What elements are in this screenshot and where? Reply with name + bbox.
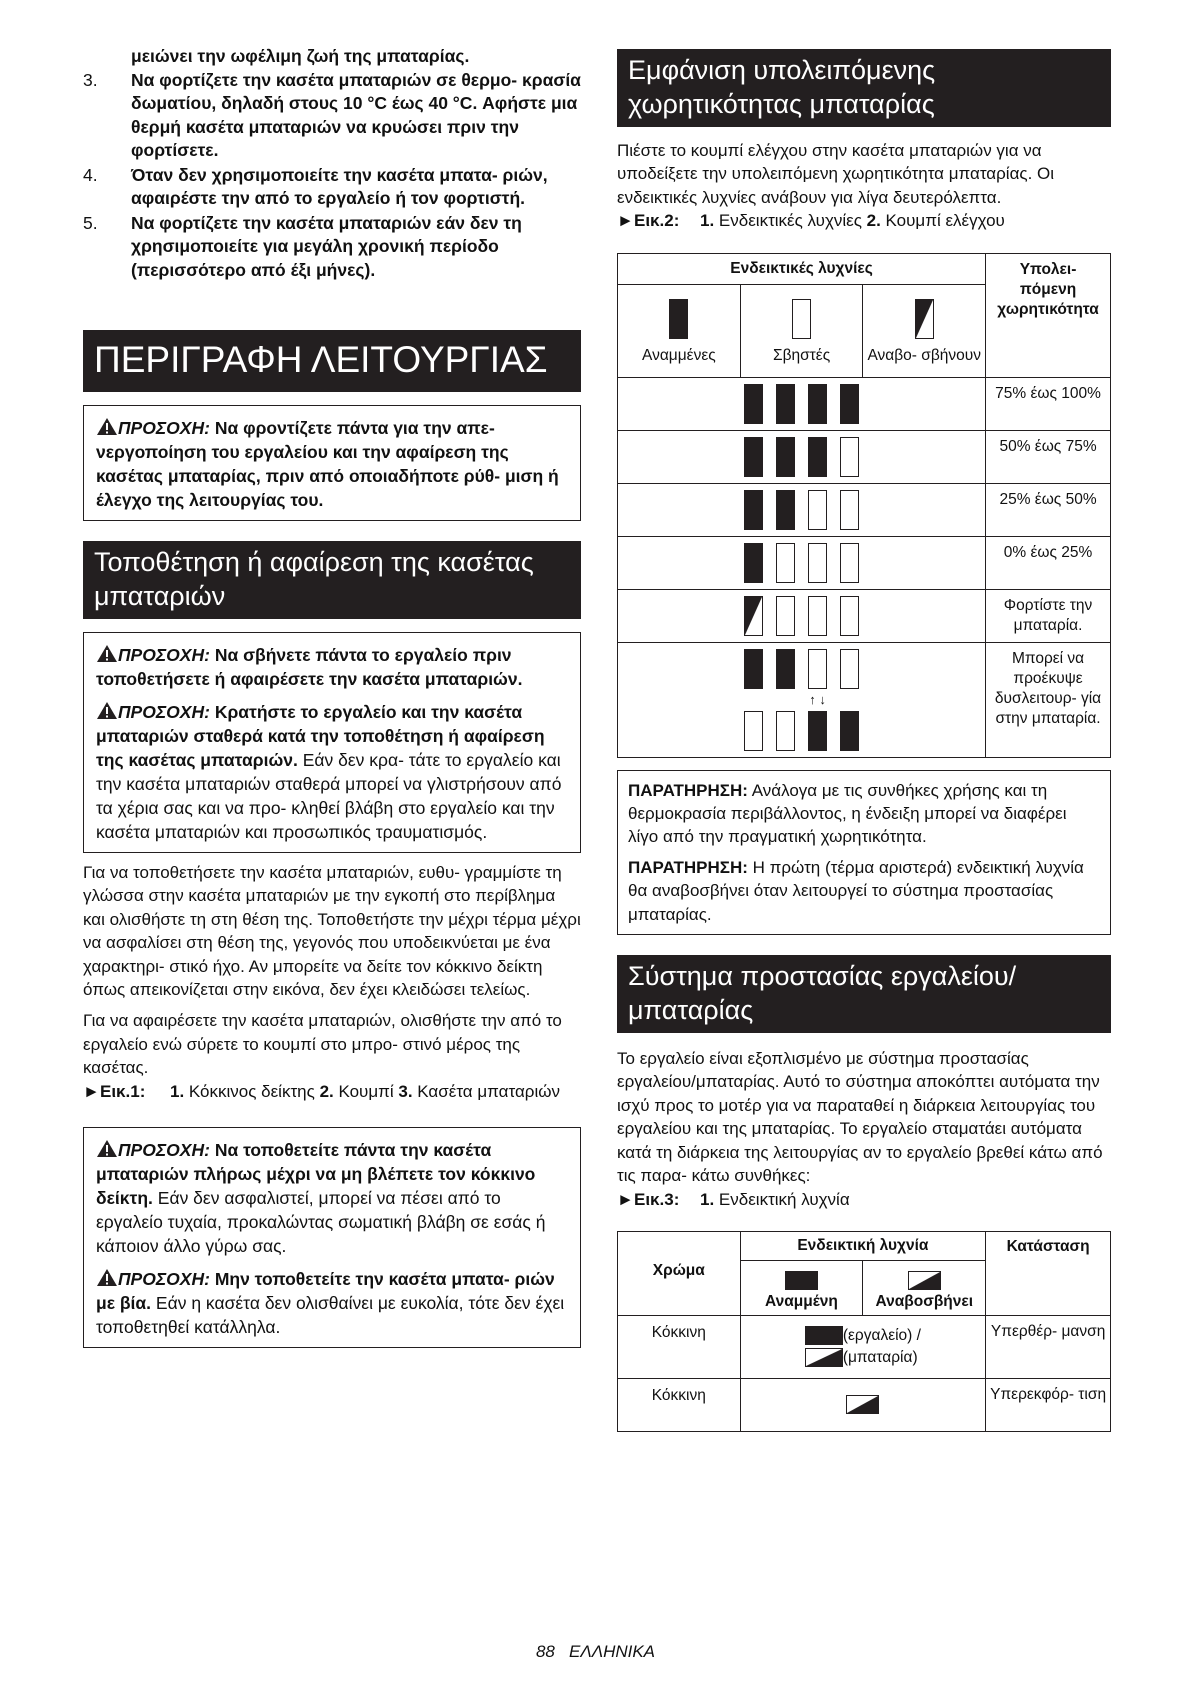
table-row xyxy=(618,377,1111,430)
right-column xyxy=(617,45,1111,1432)
lamp-on-icon xyxy=(744,543,763,583)
note-text: Ανάλογα με τις συνθήκες χρήσης και τη θερμοκρασία περιβάλλοντος, η ένδειξη μπορεί να διαφέρει λίγο από την πραγματική χωρητικότητα. xyxy=(628,780,1067,847)
lamp-on-icon xyxy=(776,384,795,424)
list-text: Όταν δεν χρησιμοποιείτε την κασέτα μπατα- ριών, αφαιρέστε την από το εργαλείο ή τον φορτιστή. xyxy=(131,164,548,208)
lamp-off-icon xyxy=(808,543,827,583)
list-text: Να φορτίζετε την κασέτα μπαταριών εάν δεν τη χρησιμοποιείτε για μεγάλη χρονική περίοδο (περισσότερο από έξι μήνες). xyxy=(131,212,522,280)
figure-reference xyxy=(83,1080,581,1103)
remaining-capacity: Μπορεί να προέκυψε δυσλειτουρ- γία στην μπαταρία. xyxy=(986,642,1111,757)
figure-label: Εικ.3: xyxy=(634,1189,680,1209)
fig-num: 2. xyxy=(319,1081,334,1101)
caution-bold-text: Να σβήνετε πάντα το εργαλείο πριν τοποθετήσετε ή αφαιρέσετε την κασέτα μπαταριών. xyxy=(96,645,523,689)
legend-label: Αναβο- σβήνουν xyxy=(867,347,981,365)
battery-label: (μπαταρία) xyxy=(842,1348,918,1366)
arrows-label: ↑ ↓ xyxy=(809,691,826,707)
list-number: 3. xyxy=(83,69,98,90)
caution-label: ΠΡΟΣΟΧΗ: xyxy=(118,418,210,438)
caution-box xyxy=(83,1127,581,1348)
lamp-off-icon xyxy=(776,596,795,636)
list-item xyxy=(83,212,581,283)
lamps-cell xyxy=(618,589,986,642)
paragraph: Για να αφαιρέσετε την κασέτα μπαταριών, ολισθήστε την από το εργαλείο ενώ σύρετε το κουμπί στο μπρο- στινό μέρος της κασέτας. xyxy=(83,1011,562,1078)
lamp-off-icon xyxy=(744,711,763,751)
protection-status-table xyxy=(617,1231,1111,1432)
lamp-off-icon xyxy=(840,649,859,689)
header-color xyxy=(618,1231,741,1315)
caution-label: ΠΡΟΣΟΧΗ: xyxy=(118,645,210,665)
note-text: Η πρώτη (τέρμα αριστερά) ενδεικτική λυχνία θα αναβοσβήνει όταν λειτουργεί το σύστημα προστασίας μπαταρίας. xyxy=(628,857,1084,924)
numbered-list xyxy=(83,69,581,283)
lamp-on-icon xyxy=(808,437,827,477)
legend-cell xyxy=(863,284,986,377)
lamp-off-icon xyxy=(840,543,859,583)
paragraph: Πιέστε το κουμπί ελέγχου στην κασέτα μπαταριών για να υποδείξετε την υπολειπόμενη χωρητικότητα μπαταρίας. Οι ενδεικτικές λυχνίες ανάβουν για λίγα δευτερόλεπτα. xyxy=(617,141,1055,207)
fig-text: Ενδεικτικές λυχνίες xyxy=(714,211,867,231)
caution-box xyxy=(83,405,581,521)
section-title: ΠΕΡΙΓΡΑΦΗ ΛΕΙΤΟΥΡΓΙΑΣ xyxy=(83,330,581,392)
lamp-blink-icon xyxy=(805,1348,843,1367)
legend-cell xyxy=(618,284,741,377)
fig-num: 1. xyxy=(700,1189,715,1209)
lamps-cell xyxy=(618,483,986,536)
lamp-off-icon xyxy=(776,711,795,751)
subsection-title: Εμφάνιση υπολειπόμενης χωρητικότητας μπαταρίας xyxy=(617,49,1111,127)
list-number: 5. xyxy=(83,212,98,233)
figure-label: Εικ.1: xyxy=(100,1081,146,1101)
status-cell: Υπερθέρ- μανση xyxy=(986,1315,1111,1378)
list-item xyxy=(83,69,581,163)
caution-box xyxy=(83,632,581,853)
caution-label: ΠΡΟΣΟΧΗ: xyxy=(118,1269,210,1290)
lamps-cell xyxy=(618,536,986,589)
lamp-off-icon xyxy=(840,596,859,636)
color-cell: Κόκκινη xyxy=(618,1378,741,1431)
pointer-icon: ► xyxy=(617,211,634,231)
lamp-on-icon xyxy=(785,1271,818,1290)
remaining-capacity: 50% έως 75% xyxy=(986,430,1111,483)
fig-text: Κουμπί ελέγχου xyxy=(880,211,1005,231)
table-row xyxy=(618,483,1111,536)
legend-cell xyxy=(740,1260,863,1315)
figure-label: Εικ.2: xyxy=(634,211,680,231)
fig-num: 1. xyxy=(170,1081,185,1101)
lamp-off-icon xyxy=(840,437,859,477)
battery-capacity-table xyxy=(617,253,1111,758)
figure-reference xyxy=(617,1188,1111,1211)
lamp-blink-icon xyxy=(744,596,763,636)
lamp-on-icon xyxy=(808,384,827,424)
list-item xyxy=(83,164,581,211)
warning-icon xyxy=(96,417,118,436)
lamp-cell xyxy=(740,1378,986,1431)
caution-bold-text: Να τοποθετείτε πάντα την κασέτα μπαταριών πλήρως μέχρι να μη βλέπετε τον κόκκινο δείκτη. xyxy=(96,1140,536,1209)
status-cell: Υπερεκφόρ- τιση xyxy=(986,1378,1111,1431)
footer-language: ΕΛΛΗΝΙΚΑ xyxy=(569,1642,656,1661)
remaining-capacity: 75% έως 100% xyxy=(986,377,1111,430)
lamps-cell xyxy=(618,377,986,430)
lamp-off-icon xyxy=(808,596,827,636)
caution-text: Εάν η κασέτα δεν ολισθαίνει με ευκολία, τότε δεν έχει τοποθετηθεί κατάλληλα. xyxy=(96,1293,565,1338)
lamp-on-icon xyxy=(805,1326,843,1345)
lamp-on-icon xyxy=(744,649,763,689)
fig-num: 1. xyxy=(700,211,715,231)
header-status: Κατάσταση xyxy=(986,1231,1111,1315)
list-text: Να φορτίζετε την κασέτα μπαταριών σε θερμο- κρασία δωματίου, δηλαδή στους 10 °C έως 40 °C. Αφήστε μια θερμή κασέτα μπαταριών να κρυώσει πριν την φορτίσετε. xyxy=(131,69,581,160)
note-label: ΠΑΡΑΤΗΡΗΣΗ: xyxy=(628,780,748,800)
body-text xyxy=(83,861,581,1080)
legend-cell xyxy=(863,1260,986,1315)
body-text xyxy=(617,1047,1111,1187)
lamp-on-icon xyxy=(744,437,763,477)
lamp-blink-icon xyxy=(846,1395,879,1414)
warning-icon xyxy=(96,1139,118,1158)
fig-text: Κουμπί xyxy=(333,1081,399,1101)
lamp-off-icon xyxy=(776,543,795,583)
subsection-title: Σύστημα προστασίας εργαλείου/ μπαταρίας xyxy=(617,955,1111,1033)
lamp-blink-icon xyxy=(915,299,934,339)
lamp-on-icon xyxy=(840,384,859,424)
lamps-cell xyxy=(618,642,986,757)
lamp-on-icon xyxy=(669,299,688,339)
pointer-icon: ► xyxy=(617,1189,634,1209)
lamp-on-icon xyxy=(744,384,763,424)
list-number: 4. xyxy=(83,164,98,185)
lamps-cell xyxy=(618,430,986,483)
lamp-on-icon xyxy=(776,437,795,477)
lamp-off-icon xyxy=(840,490,859,530)
lamp-on-icon xyxy=(776,490,795,530)
legend-cell xyxy=(740,284,863,377)
remaining-capacity: 25% έως 50% xyxy=(986,483,1111,536)
table-row xyxy=(618,589,1111,642)
fig-num: 3. xyxy=(398,1081,413,1101)
body-text xyxy=(617,139,1111,209)
lamp-blink-icon xyxy=(908,1271,941,1290)
page-number: 88 xyxy=(535,1642,555,1661)
lamp-off-icon xyxy=(808,490,827,530)
paragraph: Για να τοποθετήσετε την κασέτα μπαταριών, ευθυ- γραμμίστε τη γλώσσα στην κασέτα μπαταριών με την εγκοπή στο περίβλημα και ολισθήστε τη στη θέση της. Τοποθετήστε την μέχρι τέρμα μέχρι να ασφαλίσει στη θέση της, γεγονός που υποδεικνύεται με ένα χαρακτηρι- στικό ήχο. Αν μπορείτε να δείτε τον κόκκινο δείκτη όπως απεικονίζεται στην εικόνα, δεν έχει κλειδώσει τελείως. xyxy=(83,863,581,1000)
color-cell: Κόκκινη xyxy=(618,1315,741,1378)
lamp-cell xyxy=(740,1315,986,1378)
note-label: ΠΑΡΑΤΗΡΗΣΗ: xyxy=(628,857,748,877)
caution-label: ΠΡΟΣΟΧΗ: xyxy=(118,702,210,722)
header-remaining: Υπολει- πόμενη χωρητικότητα xyxy=(986,253,1111,377)
caution-text: Να φροντίζετε πάντα για την απε- νεργοποίηση του εργαλείου και την αφαίρεση της κασέτας μπαταρίας, πριν από οποιαδήποτε ρύθ- μιση ή έλεγχο της λειτουργίας του. xyxy=(96,418,559,510)
fig-text: Ενδεικτική λυχνία xyxy=(714,1189,850,1209)
legend-label: Αναμμένη xyxy=(765,1292,838,1310)
remaining-capacity: Φορτίστε την μπαταρία. xyxy=(986,589,1111,642)
caution-text: Εάν δεν ασφαλιστεί, μπορεί να πέσει από το εργαλείο τυχαία, προκαλώντας σωματική βλάβη σε εσάς ή κάποιον άλλο γύρω σας. xyxy=(96,1188,546,1257)
header-lamp: Ενδεικτική λυχνία xyxy=(740,1231,986,1260)
table-row xyxy=(618,642,1111,757)
legend-label: Σβηστές xyxy=(772,347,831,365)
legend-label: Αναβοσβήνει xyxy=(875,1292,974,1310)
paragraph: Το εργαλείο είναι εξοπλισμένο με σύστημα προστασίας εργαλείου/μπαταρίας. Αυτό το σύστημα αποκόπτει αυτόματα την ισχύ προς το μοτέρ για να παραταθεί η διάρκεια λειτουργίας του εργαλείου και της μπαταρίας. Το εργαλείο σταματάει αυτόματα κατά τη διάρκεια της λειτουργίας αν το εργαλείο βρεθεί κάτω από τις παρα- κάτω συνθήκες: xyxy=(617,1049,1103,1186)
caution-text: Εάν δεν κρα- τάτε το εργαλείο και την κασέτα μπαταριών σταθερά μπορεί να γλιστρήσουν από τα χέρια σας και να προ- κληθεί βλάβη στο εργαλείο και την κασέτα μπαταριών και προσωπικός τραυματισμός. xyxy=(96,750,562,842)
caution-label: ΠΡΟΣΟΧΗ: xyxy=(118,1140,210,1161)
fig-text: Κασέτα μπαταριών xyxy=(412,1081,560,1101)
pointer-icon: ► xyxy=(83,1081,100,1101)
lamp-off-icon xyxy=(792,299,811,339)
page-footer xyxy=(0,1642,1191,1662)
lamp-on-icon xyxy=(840,711,859,751)
lamp-on-icon xyxy=(744,490,763,530)
lamp-on-icon xyxy=(808,711,827,751)
caution-bold-text: Μην τοποθετείτε την κασέτα μπατα- ριών με βία. xyxy=(96,1269,555,1314)
subsection-title: Τοποθέτηση ή αφαίρεση της κασέτας μπαταριών xyxy=(83,541,581,619)
fig-num: 2. xyxy=(866,211,881,231)
table-row xyxy=(618,430,1111,483)
warning-icon xyxy=(96,1268,118,1287)
legend-label: Αναμμένες xyxy=(642,347,716,365)
left-column xyxy=(83,45,581,1348)
tool-label: (εργαλείο) / xyxy=(842,1326,921,1344)
warning-icon xyxy=(96,701,118,720)
remaining-capacity: 0% έως 25% xyxy=(986,536,1111,589)
note-box xyxy=(617,770,1111,935)
intro-continuation: μειώνει την ωφέλιμη ζωή της μπαταρίας. xyxy=(131,46,470,66)
caution-bold-text: Κρατήστε το εργαλείο και την κασέτα μπαταριών σταθερά κατά την τοποθέτηση ή αφαίρεση της κασέτας μπαταριών. xyxy=(96,702,545,770)
lamp-on-icon xyxy=(776,649,795,689)
header-lamps: Ενδεικτικές λυχνίες xyxy=(618,253,986,284)
lamp-off-icon xyxy=(808,649,827,689)
warning-icon xyxy=(96,644,118,663)
figure-reference xyxy=(617,209,1111,232)
table-row xyxy=(618,536,1111,589)
fig-text: Κόκκινος δείκτης xyxy=(184,1081,320,1101)
header-color-label: Χρώμα xyxy=(652,1261,705,1279)
